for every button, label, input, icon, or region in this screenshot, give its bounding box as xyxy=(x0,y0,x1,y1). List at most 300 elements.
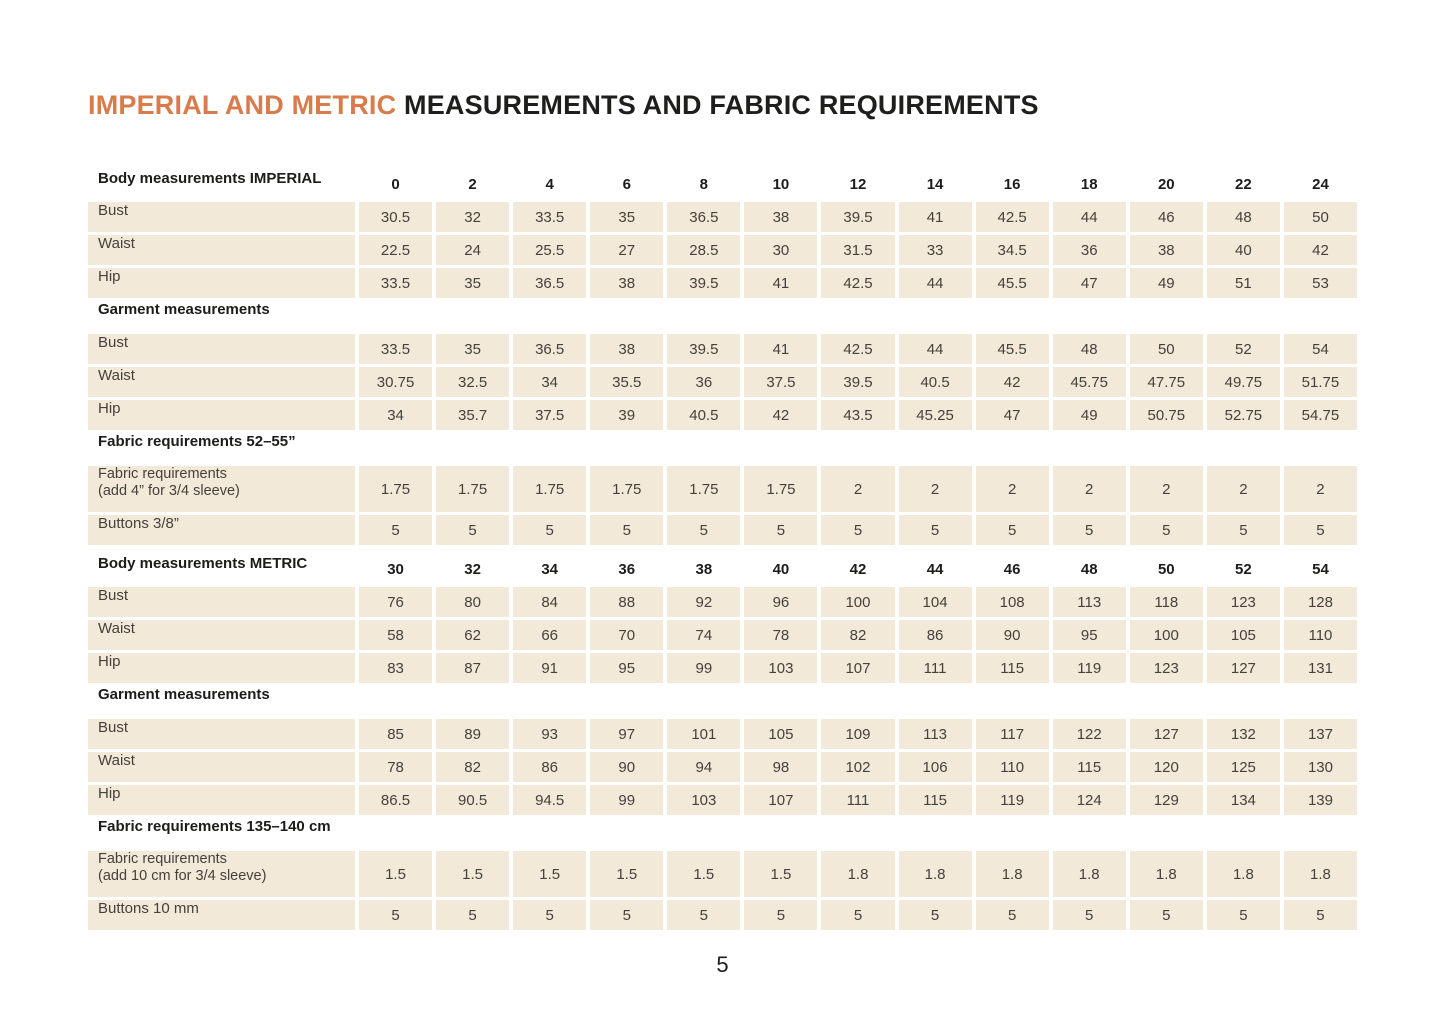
value-cell: 33.5 xyxy=(359,334,432,364)
size-header-cell: 32 xyxy=(464,561,481,578)
value-cell: 91 xyxy=(513,653,586,683)
value-cell: 50 xyxy=(1284,202,1357,232)
value-cell: 123 xyxy=(1130,653,1203,683)
table-row xyxy=(88,466,1357,512)
table-row xyxy=(88,400,1357,430)
row-label xyxy=(88,466,355,512)
value-cell: 124 xyxy=(1053,785,1126,815)
value-cell: 97 xyxy=(590,719,663,749)
value-cell: 44 xyxy=(1053,202,1126,232)
value-cell: 127 xyxy=(1207,653,1280,683)
value-cell: 132 xyxy=(1207,719,1280,749)
value-cell xyxy=(976,301,1049,331)
value-cell: 47.75 xyxy=(1130,367,1203,397)
value-cell: 32.5 xyxy=(436,367,509,397)
value-cell: 99 xyxy=(667,653,740,683)
value-cell: 38 xyxy=(590,334,663,364)
size-header-cell: 52 xyxy=(1235,561,1252,578)
value-cell: 42 xyxy=(976,367,1049,397)
size-header-cell: 8 xyxy=(699,176,708,193)
value-cell: 35 xyxy=(436,268,509,298)
value-cell: 5 xyxy=(590,900,663,930)
value-cell: 42 xyxy=(744,400,817,430)
value-cell: 39.5 xyxy=(821,367,894,397)
row-label: Bust xyxy=(88,587,355,617)
value-cell: 106 xyxy=(899,752,972,782)
value-cell: 103 xyxy=(667,785,740,815)
value-cell: 31.5 xyxy=(821,235,894,265)
value-cell: 1.8 xyxy=(821,851,894,897)
value-cell: 83 xyxy=(359,653,432,683)
value-cell xyxy=(1284,818,1357,848)
value-cell: 35.7 xyxy=(436,400,509,430)
value-cell: 36.5 xyxy=(667,202,740,232)
value-cell: 2 xyxy=(1130,466,1203,512)
value-cell xyxy=(590,433,663,463)
value-cell: 139 xyxy=(1284,785,1357,815)
value-cell: 1.8 xyxy=(1053,851,1126,897)
value-cell: 45.75 xyxy=(1053,367,1126,397)
row-label: Hip xyxy=(88,268,355,298)
value-cell xyxy=(1207,433,1280,463)
section-header-row xyxy=(88,555,1357,584)
value-cell: 128 xyxy=(1284,587,1357,617)
row-label-line2: (add 10 cm for 3/4 sleeve) xyxy=(98,868,267,884)
value-cell: 47 xyxy=(1053,268,1126,298)
page-title-rest: MEASUREMENTS AND FABRIC REQUIREMENTS xyxy=(396,90,1039,120)
section-header-row xyxy=(88,301,1357,331)
value-cell: 82 xyxy=(821,620,894,650)
value-cell: 45.25 xyxy=(899,400,972,430)
value-cell: 95 xyxy=(590,653,663,683)
value-cell: 48 xyxy=(1207,202,1280,232)
value-cell xyxy=(1053,818,1126,848)
row-label: Body measurements IMPERIAL xyxy=(98,170,322,187)
table-row xyxy=(88,334,1357,364)
value-cell: 50.75 xyxy=(1130,400,1203,430)
value-cell: 127 xyxy=(1130,719,1203,749)
size-header-cell: 2 xyxy=(468,176,477,193)
value-cell xyxy=(513,301,586,331)
row-label: Garment measurements xyxy=(98,686,270,703)
value-cell: 5 xyxy=(1053,515,1126,545)
value-cell: 53 xyxy=(1284,268,1357,298)
value-cell: 1.75 xyxy=(590,466,663,512)
value-cell: 41 xyxy=(744,334,817,364)
value-cell: 5 xyxy=(1053,900,1126,930)
value-cell: 30.5 xyxy=(359,202,432,232)
value-cell xyxy=(744,818,817,848)
value-cell: 105 xyxy=(744,719,817,749)
value-cell: 117 xyxy=(976,719,1049,749)
value-cell: 49.75 xyxy=(1207,367,1280,397)
value-cell xyxy=(513,686,586,716)
value-cell: 2 xyxy=(976,466,1049,512)
value-cell: 1.8 xyxy=(1207,851,1280,897)
row-label xyxy=(88,851,355,897)
value-cell xyxy=(744,301,817,331)
value-cell: 5 xyxy=(1207,900,1280,930)
value-cell: 88 xyxy=(590,587,663,617)
value-cell xyxy=(1284,433,1357,463)
value-cell xyxy=(1130,818,1203,848)
value-cell: 100 xyxy=(821,587,894,617)
value-cell: 24 xyxy=(436,235,509,265)
row-label: Bust xyxy=(88,719,355,749)
value-cell: 40.5 xyxy=(667,400,740,430)
value-cell: 85 xyxy=(359,719,432,749)
row-label: Body measurements METRIC xyxy=(98,555,308,572)
table-row xyxy=(88,620,1357,650)
value-cell: 2 xyxy=(1284,466,1357,512)
value-cell: 125 xyxy=(1207,752,1280,782)
size-header-cell: 10 xyxy=(772,176,790,193)
value-cell: 5 xyxy=(976,515,1049,545)
value-cell: 86 xyxy=(899,620,972,650)
size-header-cell: 50 xyxy=(1157,561,1175,578)
row-label: Buttons 3/8” xyxy=(88,515,355,545)
value-cell: 5 xyxy=(1284,900,1357,930)
size-header-cell: 38 xyxy=(695,561,713,578)
value-cell: 36.5 xyxy=(513,268,586,298)
size-header-cell: 48 xyxy=(1080,561,1098,578)
value-cell: 78 xyxy=(359,752,432,782)
value-cell: 1.75 xyxy=(513,466,586,512)
value-cell: 95 xyxy=(1053,620,1126,650)
value-cell: 39.5 xyxy=(821,202,894,232)
row-label-line1: Fabric requirements xyxy=(98,466,227,482)
value-cell xyxy=(513,818,586,848)
page-number: 5 xyxy=(716,952,729,977)
value-cell: 115 xyxy=(976,653,1049,683)
value-cell xyxy=(436,301,509,331)
size-header-cell: 16 xyxy=(1003,176,1021,193)
row-label: Hip xyxy=(88,653,355,683)
value-cell: 44 xyxy=(899,334,972,364)
value-cell: 1.5 xyxy=(590,851,663,897)
value-cell: 5 xyxy=(976,900,1049,930)
size-header-cell: 46 xyxy=(1003,561,1021,578)
value-cell: 22.5 xyxy=(359,235,432,265)
value-cell: 34 xyxy=(513,367,586,397)
value-cell: 5 xyxy=(590,515,663,545)
size-header-cell: 34 xyxy=(541,561,559,578)
value-cell: 37.5 xyxy=(513,400,586,430)
value-cell: 35 xyxy=(436,334,509,364)
value-cell: 41 xyxy=(744,268,817,298)
row-label: Hip xyxy=(88,400,355,430)
table-row xyxy=(88,900,1357,930)
size-header-cell: 36 xyxy=(618,561,636,578)
value-cell: 35.5 xyxy=(590,367,663,397)
value-cell: 27 xyxy=(590,235,663,265)
value-cell: 90 xyxy=(976,620,1049,650)
value-cell: 89 xyxy=(436,719,509,749)
value-cell: 101 xyxy=(667,719,740,749)
value-cell: 103 xyxy=(744,653,817,683)
value-cell: 5 xyxy=(744,515,817,545)
value-cell xyxy=(899,818,972,848)
value-cell: 44 xyxy=(899,268,972,298)
value-cell xyxy=(1053,301,1126,331)
page-title-accent: IMPERIAL AND METRIC xyxy=(88,90,397,120)
value-cell xyxy=(1207,818,1280,848)
value-cell: 50 xyxy=(1130,334,1203,364)
value-cell xyxy=(436,686,509,716)
value-cell xyxy=(513,433,586,463)
value-cell xyxy=(1207,686,1280,716)
value-cell: 130 xyxy=(1284,752,1357,782)
value-cell xyxy=(1053,433,1126,463)
row-label: Waist xyxy=(88,620,355,650)
value-cell xyxy=(1284,301,1357,331)
value-cell: 51 xyxy=(1207,268,1280,298)
value-cell xyxy=(667,301,740,331)
value-cell: 96 xyxy=(744,587,817,617)
value-cell: 5 xyxy=(513,515,586,545)
value-cell: 38 xyxy=(744,202,817,232)
value-cell: 80 xyxy=(436,587,509,617)
value-cell: 111 xyxy=(821,785,894,815)
row-label: Waist xyxy=(88,752,355,782)
value-cell: 5 xyxy=(667,515,740,545)
value-cell xyxy=(1284,686,1357,716)
value-cell xyxy=(821,686,894,716)
value-cell: 2 xyxy=(1207,466,1280,512)
section-header-row xyxy=(88,433,1357,463)
value-cell: 1.8 xyxy=(976,851,1049,897)
value-cell: 118 xyxy=(1130,587,1203,617)
value-cell: 74 xyxy=(667,620,740,650)
row-label: Garment measurements xyxy=(98,301,270,318)
value-cell: 33.5 xyxy=(513,202,586,232)
value-cell: 134 xyxy=(1207,785,1280,815)
table-row xyxy=(88,851,1357,897)
size-header-cell: 20 xyxy=(1157,176,1175,193)
value-cell: 43.5 xyxy=(821,400,894,430)
value-cell: 1.8 xyxy=(1284,851,1357,897)
value-cell xyxy=(359,818,432,848)
value-cell: 1.75 xyxy=(667,466,740,512)
section-header-row xyxy=(88,170,1357,199)
value-cell xyxy=(1130,686,1203,716)
value-cell: 34.5 xyxy=(976,235,1049,265)
value-cell: 100 xyxy=(1130,620,1203,650)
value-cell xyxy=(821,301,894,331)
value-cell: 78 xyxy=(744,620,817,650)
value-cell: 86 xyxy=(513,752,586,782)
row-label: Waist xyxy=(88,235,355,265)
value-cell: 41 xyxy=(899,202,972,232)
value-cell xyxy=(359,433,432,463)
value-cell: 28.5 xyxy=(667,235,740,265)
value-cell xyxy=(1130,301,1203,331)
value-cell: 84 xyxy=(513,587,586,617)
value-cell: 2 xyxy=(1053,466,1126,512)
size-header-cell: 40 xyxy=(772,561,790,578)
row-label: Hip xyxy=(88,785,355,815)
value-cell xyxy=(667,686,740,716)
section-header-row xyxy=(88,818,1357,848)
value-cell: 115 xyxy=(899,785,972,815)
table-row xyxy=(88,202,1357,232)
value-cell xyxy=(976,433,1049,463)
value-cell: 33.5 xyxy=(359,268,432,298)
size-header-cell: 0 xyxy=(391,176,400,193)
table-row xyxy=(88,719,1357,749)
value-cell: 1.5 xyxy=(436,851,509,897)
value-cell: 32 xyxy=(436,202,509,232)
value-cell: 42.5 xyxy=(976,202,1049,232)
value-cell: 5 xyxy=(744,900,817,930)
value-cell: 120 xyxy=(1130,752,1203,782)
size-header-cell: 22 xyxy=(1235,176,1252,193)
table-row xyxy=(88,235,1357,265)
value-cell: 87 xyxy=(436,653,509,683)
value-cell: 40.5 xyxy=(899,367,972,397)
value-cell xyxy=(1207,301,1280,331)
table-row xyxy=(88,785,1357,815)
value-cell xyxy=(590,686,663,716)
value-cell xyxy=(976,818,1049,848)
value-cell: 94 xyxy=(667,752,740,782)
value-cell: 107 xyxy=(821,653,894,683)
value-cell: 115 xyxy=(1053,752,1126,782)
value-cell: 34 xyxy=(359,400,432,430)
value-cell: 107 xyxy=(744,785,817,815)
value-cell: 5 xyxy=(899,515,972,545)
value-cell: 86.5 xyxy=(359,785,432,815)
value-cell xyxy=(359,301,432,331)
row-label: Bust xyxy=(88,202,355,232)
value-cell: 5 xyxy=(359,515,432,545)
value-cell: 58 xyxy=(359,620,432,650)
value-cell: 123 xyxy=(1207,587,1280,617)
value-cell: 1.75 xyxy=(436,466,509,512)
value-cell: 33 xyxy=(899,235,972,265)
value-cell: 137 xyxy=(1284,719,1357,749)
value-cell: 129 xyxy=(1130,785,1203,815)
value-cell xyxy=(359,686,432,716)
size-header-cell: 54 xyxy=(1312,561,1329,578)
value-cell: 45.5 xyxy=(976,334,1049,364)
size-header-cell: 6 xyxy=(622,176,631,193)
value-cell: 36.5 xyxy=(513,334,586,364)
value-cell xyxy=(744,686,817,716)
size-header-cell: 24 xyxy=(1312,176,1329,193)
value-cell: 5 xyxy=(1207,515,1280,545)
value-cell: 99 xyxy=(590,785,663,815)
value-cell: 108 xyxy=(976,587,1049,617)
table-row xyxy=(88,587,1357,617)
value-cell xyxy=(744,433,817,463)
table-row xyxy=(88,515,1357,545)
value-cell xyxy=(590,301,663,331)
value-cell: 5 xyxy=(359,900,432,930)
value-cell: 5 xyxy=(436,900,509,930)
value-cell: 48 xyxy=(1053,334,1126,364)
value-cell: 38 xyxy=(590,268,663,298)
value-cell: 49 xyxy=(1130,268,1203,298)
value-cell: 30 xyxy=(744,235,817,265)
value-cell: 98 xyxy=(744,752,817,782)
value-cell xyxy=(436,433,509,463)
page-title xyxy=(88,90,1039,121)
value-cell: 30.75 xyxy=(359,367,432,397)
value-cell: 36 xyxy=(1053,235,1126,265)
value-cell: 110 xyxy=(1284,620,1357,650)
value-cell: 113 xyxy=(899,719,972,749)
value-cell: 1.75 xyxy=(359,466,432,512)
value-cell: 42.5 xyxy=(821,334,894,364)
value-cell: 113 xyxy=(1053,587,1126,617)
value-cell: 39 xyxy=(590,400,663,430)
value-cell: 105 xyxy=(1207,620,1280,650)
value-cell: 5 xyxy=(1284,515,1357,545)
value-cell: 42.5 xyxy=(821,268,894,298)
table-row xyxy=(88,367,1357,397)
value-cell xyxy=(821,433,894,463)
table-row xyxy=(88,653,1357,683)
value-cell: 5 xyxy=(899,900,972,930)
value-cell: 47 xyxy=(976,400,1049,430)
value-cell: 46 xyxy=(1130,202,1203,232)
value-cell: 82 xyxy=(436,752,509,782)
value-cell: 1.8 xyxy=(899,851,972,897)
table-row xyxy=(88,268,1357,298)
value-cell xyxy=(667,433,740,463)
value-cell xyxy=(821,818,894,848)
value-cell: 131 xyxy=(1284,653,1357,683)
value-cell: 102 xyxy=(821,752,894,782)
value-cell: 1.5 xyxy=(513,851,586,897)
value-cell xyxy=(1053,686,1126,716)
value-cell: 37.5 xyxy=(744,367,817,397)
value-cell: 1.5 xyxy=(667,851,740,897)
row-label: Fabric requirements 52–55” xyxy=(98,433,296,450)
value-cell: 111 xyxy=(899,653,972,683)
value-cell: 49 xyxy=(1053,400,1126,430)
size-header-cell: 18 xyxy=(1080,176,1098,193)
value-cell: 70 xyxy=(590,620,663,650)
value-cell: 2 xyxy=(821,466,894,512)
value-cell: 104 xyxy=(899,587,972,617)
value-cell: 110 xyxy=(976,752,1049,782)
value-cell: 36 xyxy=(667,367,740,397)
value-cell xyxy=(436,818,509,848)
size-header-cell: 4 xyxy=(545,176,554,193)
value-cell xyxy=(976,686,1049,716)
value-cell xyxy=(899,301,972,331)
value-cell: 94.5 xyxy=(513,785,586,815)
value-cell: 76 xyxy=(359,587,432,617)
size-header-cell: 12 xyxy=(849,176,867,193)
value-cell: 93 xyxy=(513,719,586,749)
value-cell: 62 xyxy=(436,620,509,650)
value-cell: 119 xyxy=(1053,653,1126,683)
value-cell: 1.5 xyxy=(359,851,432,897)
value-cell: 1.75 xyxy=(744,466,817,512)
row-label: Fabric requirements 135–140 cm xyxy=(98,818,331,835)
table-row xyxy=(88,752,1357,782)
value-cell: 119 xyxy=(976,785,1049,815)
value-cell: 54 xyxy=(1284,334,1357,364)
value-cell xyxy=(590,818,663,848)
value-cell: 109 xyxy=(821,719,894,749)
value-cell: 54.75 xyxy=(1284,400,1357,430)
value-cell: 52.75 xyxy=(1207,400,1280,430)
row-label-line1: Fabric requirements xyxy=(98,851,227,867)
